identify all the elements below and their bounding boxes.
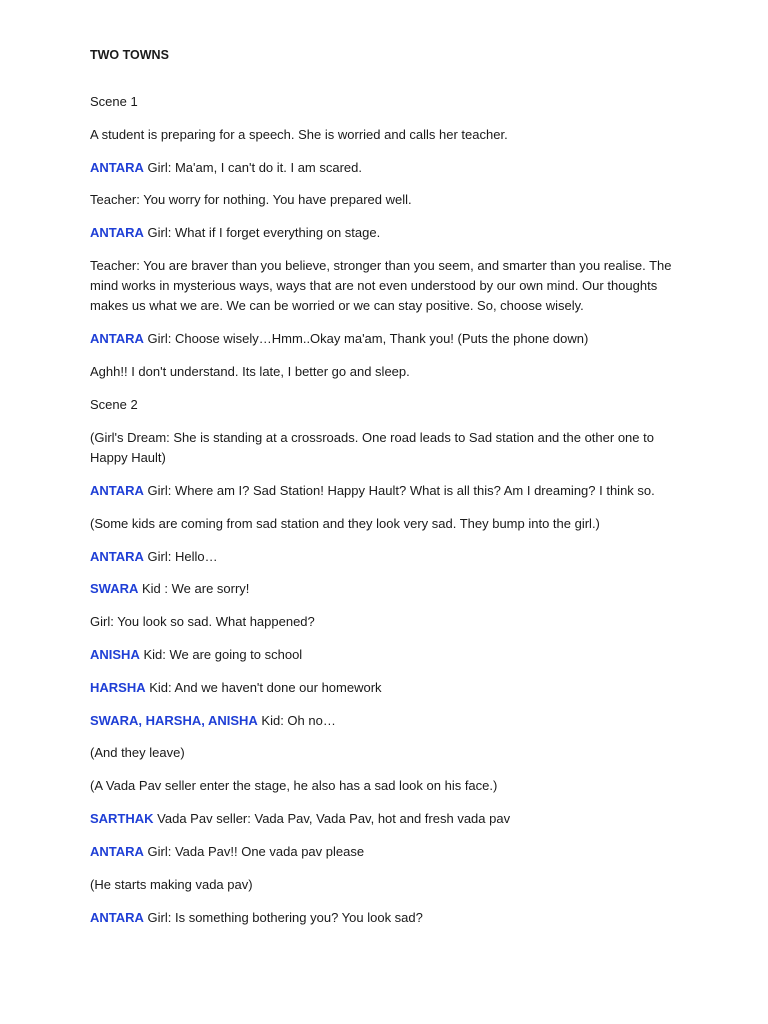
speaker-name: ANTARA	[90, 549, 144, 564]
dialogue-line	[90, 547, 680, 567]
dialogue-line	[90, 579, 680, 599]
script-line	[90, 428, 680, 468]
line-text: Aghh!! I don't understand. Its late, I better go and sleep.	[90, 364, 410, 379]
line-text: Girl: Vada Pav!! One vada pav please	[143, 844, 365, 859]
script-line	[90, 190, 680, 210]
dialogue-line	[90, 223, 680, 243]
script-line	[90, 362, 680, 382]
script-line	[90, 875, 680, 895]
line-text: A student is preparing for a speech. She is worried and calls her teacher.	[90, 127, 508, 142]
speaker-name: SWARA	[90, 581, 139, 596]
line-text: Vada Pav seller: Vada Pav, Vada Pav, hot and fresh vada pav	[153, 811, 511, 826]
script-line	[90, 125, 680, 145]
dialogue-line	[90, 329, 680, 349]
dialogue-line	[90, 645, 680, 665]
line-text: Girl: Ma'am, I can't do it. I am scared.	[143, 160, 363, 175]
dialogue-line	[90, 842, 680, 862]
line-text: Girl: Where am I? Sad Station! Happy Hault? What is all this? Am I dreaming? I think so.	[143, 483, 655, 498]
line-text: (He starts making vada pav)	[90, 877, 253, 892]
dialogue-line	[90, 158, 680, 178]
dialogue-line	[90, 678, 680, 698]
line-text: Scene 2	[90, 397, 138, 412]
line-text: Teacher: You worry for nothing. You have prepared well.	[90, 192, 412, 207]
line-text: Girl: Hello…	[143, 549, 218, 564]
script-line	[90, 92, 680, 112]
script-line	[90, 514, 680, 534]
line-text: Teacher: You are braver than you believe, stronger than you seem, and smarter than you realise. The mind works in mysterious ways, ways that are not even understood by our own mind. Our thoughts makes us what we are. We can be worried or we can stay positive. So, choose wisely.	[90, 258, 672, 313]
speaker-name: ANISHA	[90, 647, 140, 662]
script-line	[90, 776, 680, 796]
speaker-name: ANTARA	[90, 225, 144, 240]
speaker-name: ANTARA	[90, 910, 144, 925]
dialogue-line	[90, 481, 680, 501]
speaker-name: SWARA, HARSHA, ANISHA	[90, 713, 258, 728]
speaker-name: HARSHA	[90, 680, 146, 695]
document-title: TWO TOWNS	[90, 48, 169, 62]
script-line	[90, 743, 680, 763]
dialogue-line	[90, 711, 680, 731]
line-text: Kid: And we haven't done our homework	[145, 680, 382, 695]
line-text: Girl: What if I forget everything on stage.	[143, 225, 381, 240]
line-text: (A Vada Pav seller enter the stage, he also has a sad look on his face.)	[90, 778, 498, 793]
line-text: (Some kids are coming from sad station and they look very sad. They bump into the girl.)	[90, 516, 600, 531]
speaker-name: ANTARA	[90, 331, 144, 346]
line-text: (Girl's Dream: She is standing at a crossroads. One road leads to Sad station and the other one to Happy Hault)	[90, 430, 654, 465]
speaker-name: SARTHAK	[90, 811, 154, 826]
dialogue-line	[90, 809, 680, 829]
line-text: Girl: You look so sad. What happened?	[90, 614, 315, 629]
script-line	[90, 256, 680, 316]
line-text: Scene 1	[90, 94, 138, 109]
line-text: Girl: Choose wisely…Hmm..Okay ma'am, Thank you! (Puts the phone down)	[143, 331, 589, 346]
speaker-name: ANTARA	[90, 160, 144, 175]
line-text: Kid : We are sorry!	[138, 581, 250, 596]
speaker-name: ANTARA	[90, 483, 144, 498]
line-text: Kid: We are going to school	[139, 647, 303, 662]
line-text: (And they leave)	[90, 745, 185, 760]
script-line	[90, 612, 680, 632]
dialogue-line	[90, 908, 680, 928]
script-line	[90, 395, 680, 415]
speaker-name: ANTARA	[90, 844, 144, 859]
line-text: Girl: Is something bothering you? You look sad?	[143, 910, 423, 925]
line-text: Kid: Oh no…	[257, 713, 336, 728]
